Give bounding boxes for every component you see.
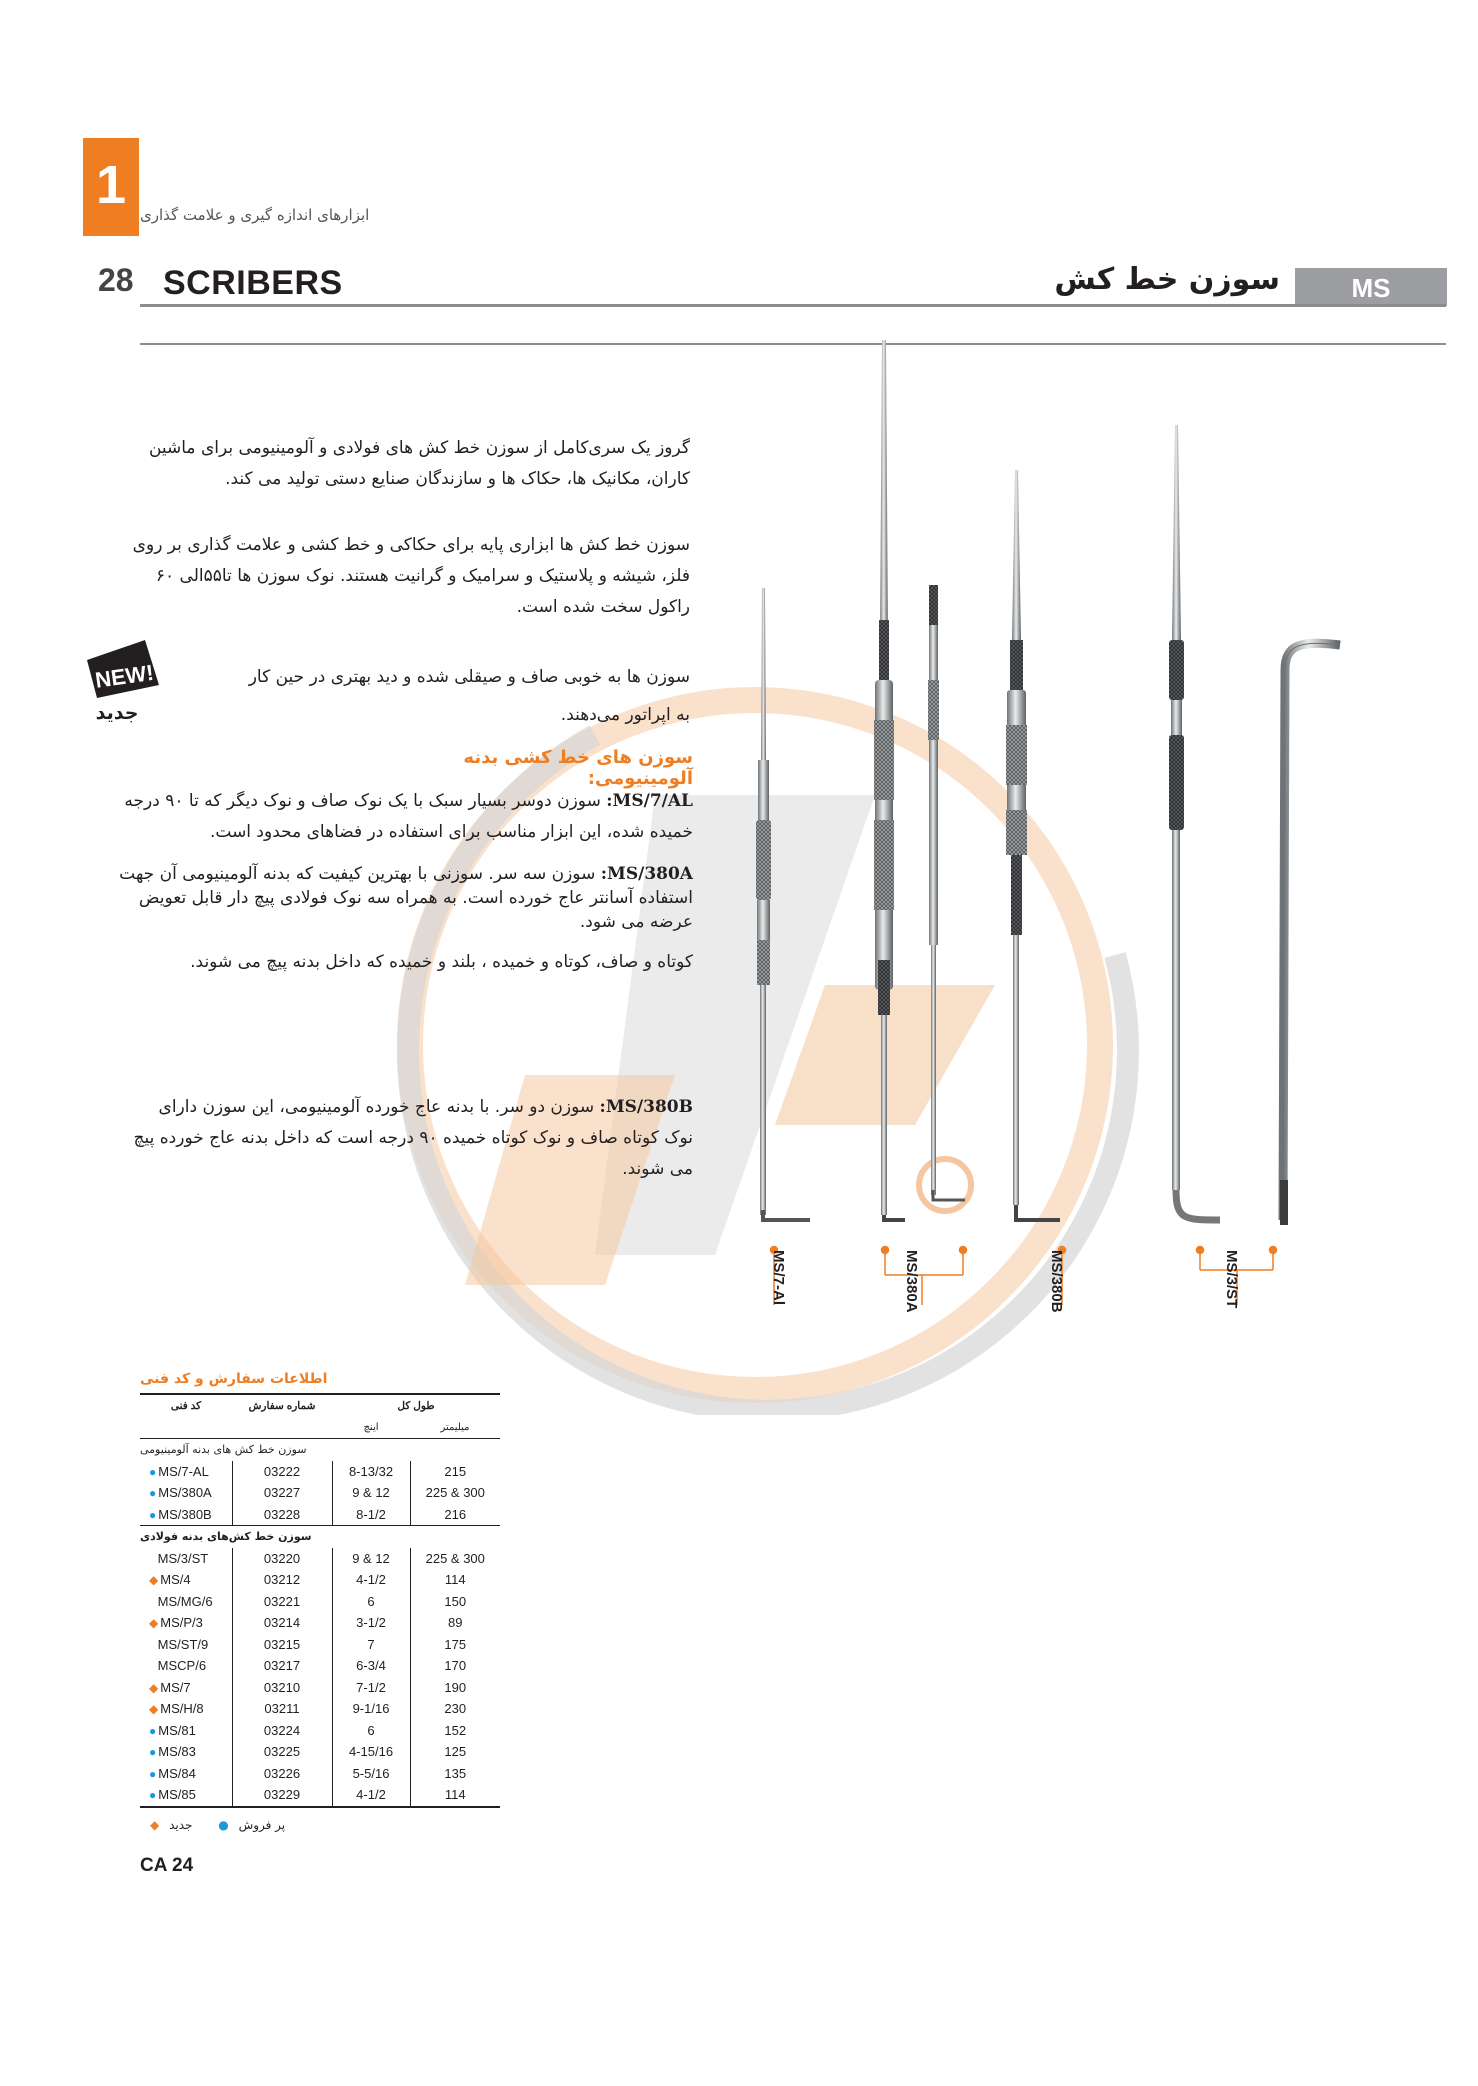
no-marker (149, 1595, 156, 1609)
cell-order: 03215 (232, 1634, 332, 1656)
order-table-body (140, 1439, 500, 1807)
cell-mm: 175 (410, 1634, 500, 1656)
cell-inch: 4-1/2 (332, 1784, 410, 1807)
cell-code: ● MS/7-AL (149, 1463, 209, 1479)
description-ms380b: MS/380B: سوزن دو سر. با بدنه عاج خورده آلومینیومی، این سوزن دارای نوک کوتاه صاف و نوک کوتاه خمیده ۹۰ درجه است که داخل بدنه عاج خورده پیچ می شوند. (133, 1097, 693, 1179)
table-row (140, 1461, 500, 1483)
cell-inch: 8-1/2 (332, 1504, 410, 1526)
table-row (140, 1634, 500, 1656)
new-marker-icon: ● (149, 1788, 157, 1803)
description-tips: کوتاه و صاف، کوتاه و خمیده ، بلند و خمیده که داخل بدنه پیچ می شوند. (190, 952, 693, 972)
table-row (140, 1504, 500, 1526)
new-marker-icon: ● (149, 1723, 157, 1738)
scriber-ms3st (1169, 425, 1340, 1225)
header-length: طول کل (332, 1394, 500, 1417)
cell-order: 03217 (232, 1655, 332, 1677)
order-table (140, 1393, 500, 1808)
cell-code: MS/ST/9 (140, 1634, 232, 1656)
cell-order: 03228 (232, 1504, 332, 1526)
new-badge-fa: جدید (95, 702, 139, 724)
new-badge-icon (87, 640, 162, 698)
cell-mm: 170 (410, 1655, 500, 1677)
cell-code: MS/3/ST (140, 1548, 232, 1570)
tool-label-ms3st: MS/3/ST (1223, 1250, 1240, 1309)
new-marker-icon: ● (149, 1766, 157, 1781)
bestseller-marker-icon: ◆ (149, 1702, 159, 1717)
cell-mm: 135 (410, 1763, 500, 1785)
description-ms380a: MS/380A: سوزن سه سر. سوزنی با بهترین کیفیت که بدنه آلومینیومی آن جهت استفاده آسانتر عاج خورده است. به همراه سه نوک فولادی پیچ دار قابل تعویض عرضه می شود. (119, 864, 693, 932)
header-tech-code: کد فنی (140, 1394, 232, 1417)
cell-order: 03226 (232, 1763, 332, 1785)
cell-code: ● MS/83 (149, 1744, 196, 1760)
cell-order: 03212 (232, 1569, 332, 1591)
chapter-number: 1 (95, 155, 127, 215)
bestseller-marker-icon: ◆ (149, 1616, 159, 1631)
table-row (140, 1482, 500, 1504)
intro-paragraph-3: سوزن ها به خوبی صاف و صیقلی شده و دید بهتری در حین کار به اپراتور می‌دهند. (248, 667, 690, 725)
cell-inch: 9-1/16 (332, 1698, 410, 1720)
cell-code: MS/MG/6 (140, 1591, 232, 1613)
cell-code: ◆ MS/7 (149, 1679, 191, 1695)
tool-label-ms380a: MS/380A (903, 1250, 920, 1313)
intro-paragraph-1: گروز یک سری‌کامل از سوزن خط کش های فولادی و آلومینیومی برای ماشین کاران، مکانیک ها، حکاک ها و سازندگان صنایع دستی تولید می کند. (148, 438, 690, 489)
no-marker (149, 1659, 156, 1673)
cell-code: ● MS/380A (149, 1485, 212, 1501)
cell-inch: 6 (332, 1591, 410, 1613)
cell-inch: 9 & 12 (332, 1482, 410, 1504)
cell-order: 03220 (232, 1548, 332, 1570)
cell-mm: 89 (410, 1612, 500, 1634)
cell-inch: 5-5/16 (332, 1763, 410, 1785)
table-row (140, 1784, 500, 1807)
legend-bestseller: پر فروش (238, 1818, 286, 1832)
no-marker (149, 1638, 156, 1652)
no-marker (149, 1552, 156, 1566)
bestseller-marker-icon: ◆ (150, 1818, 160, 1832)
cell-order: 03210 (232, 1677, 332, 1699)
table-row (140, 1548, 500, 1570)
cell-order: 03211 (232, 1698, 332, 1720)
header-rule (140, 304, 1446, 307)
scriber-ms7al (756, 588, 810, 1220)
table-row (140, 1591, 500, 1613)
cell-code: ● MS/380B (149, 1506, 212, 1522)
cell-order: 03214 (232, 1612, 332, 1634)
chapter-title: ابزارهای اندازه گیری و علامت گذاری (140, 206, 370, 224)
cell-code: ● MS/85 (140, 1784, 232, 1807)
tool-label-ms380b: MS/380B (1048, 1250, 1065, 1313)
cell-code: ◆ MS/P/3 (149, 1615, 203, 1631)
group-aluminum: سوزن خط کش های بدنه آلومینیومی (140, 1443, 307, 1457)
cell-code: ● MS/84 (149, 1765, 196, 1781)
cell-order: 03227 (232, 1482, 332, 1504)
cell-mm: 190 (410, 1677, 500, 1699)
cell-order: 03224 (232, 1720, 332, 1742)
cell-order: 03225 (232, 1741, 332, 1763)
header-mm: میلیمتر (410, 1417, 500, 1439)
footer-catalog-code: CA 24 (140, 1855, 194, 1876)
new-marker-icon: ● (149, 1745, 157, 1760)
cell-inch: 8-13/32 (332, 1461, 410, 1483)
cell-code: ◆ MS/H/8 (149, 1701, 204, 1717)
cell-mm: 125 (410, 1741, 500, 1763)
new-marker-icon: ● (149, 1507, 157, 1522)
new-badge-label: NEW! (93, 659, 156, 693)
scriber-ms380b (1006, 470, 1060, 1220)
cell-mm: 225 & 300 (410, 1482, 500, 1504)
table-row (140, 1741, 500, 1763)
cell-inch: 6 (332, 1720, 410, 1742)
cell-inch: 4-15/16 (332, 1741, 410, 1763)
cell-inch: 7 (332, 1634, 410, 1656)
product-code: MS (1351, 273, 1391, 303)
cell-mm: 114 (410, 1784, 500, 1807)
new-marker-icon: ● (218, 1818, 229, 1832)
cell-mm: 216 (410, 1504, 500, 1526)
cell-mm: 225 & 300 (410, 1548, 500, 1570)
table-row (140, 1655, 500, 1677)
table-row (140, 1612, 500, 1634)
cell-order: 03221 (232, 1591, 332, 1613)
cell-inch: 9 & 12 (332, 1548, 410, 1570)
legend-new: جدید (169, 1818, 193, 1832)
scriber-ms380a (874, 340, 965, 1220)
new-marker-icon: ● (149, 1486, 157, 1501)
page-title-fa: سوزن خط کش (1054, 262, 1280, 297)
table-row (140, 1677, 500, 1699)
header-order-no: شماره سفارش (232, 1394, 332, 1417)
cell-inch: 6-3/4 (332, 1655, 410, 1677)
table-row (140, 1720, 500, 1742)
table-row (140, 1569, 500, 1591)
header-inch: اینچ (332, 1417, 410, 1439)
cell-inch: 4-1/2 (332, 1569, 410, 1591)
cell-inch: 7-1/2 (332, 1677, 410, 1699)
cell-code: ◆ MS/4 (149, 1572, 191, 1588)
description-ms7al: MS/7/AL: سوزن دوسر بسیار سبک با یک نوک صاف و نوک دیگر که تا ۹۰ درجه خمیده شده، این ابزار مناسب برای استفاده در فضاهای محدود است. (124, 791, 693, 842)
page-number: 28 (98, 262, 134, 298)
cell-inch: 3-1/2 (332, 1612, 410, 1634)
bestseller-marker-icon: ◆ (149, 1573, 159, 1588)
intro-paragraph-2: سوزن خط کش ها ابزاری پایه برای حکاکی و خط کشی و علامت گذاری بر روی فلز، شیشه و پلاستیک و سرامیک و گرانیت هستند. نوک سوزن ها تا۵۵الی ۶۰ راکول سخت شده است. (132, 535, 690, 617)
cell-mm: 152 (410, 1720, 500, 1742)
section-title: سوزن های خط کشی بدنه آلومینیومی: (463, 747, 693, 789)
table-row (140, 1763, 500, 1785)
cell-mm: 150 (410, 1591, 500, 1613)
group-steel: سوزن خط کش‌های بدنه فولادی (140, 1526, 500, 1548)
new-marker-icon: ● (149, 1464, 157, 1479)
scribers-illustration (700, 340, 1400, 1340)
page-title-en: SCRIBERS (163, 264, 343, 302)
cell-mm: 215 (410, 1461, 500, 1483)
cell-mm: 114 (410, 1569, 500, 1591)
cell-mm: 230 (410, 1698, 500, 1720)
bestseller-marker-icon: ◆ (149, 1680, 159, 1695)
table-row (140, 1698, 500, 1720)
cell-order: 03222 (232, 1461, 332, 1483)
cell-code: ● MS/81 (149, 1722, 196, 1738)
cell-order: 03229 (232, 1784, 332, 1807)
order-table-title: اطلاعات سفارش و کد فنی (140, 1371, 328, 1387)
table-legend (150, 1818, 291, 1832)
tool-label-ms7al: MS/7-Al (770, 1250, 787, 1306)
cell-code: MSCP/6 (140, 1655, 232, 1677)
